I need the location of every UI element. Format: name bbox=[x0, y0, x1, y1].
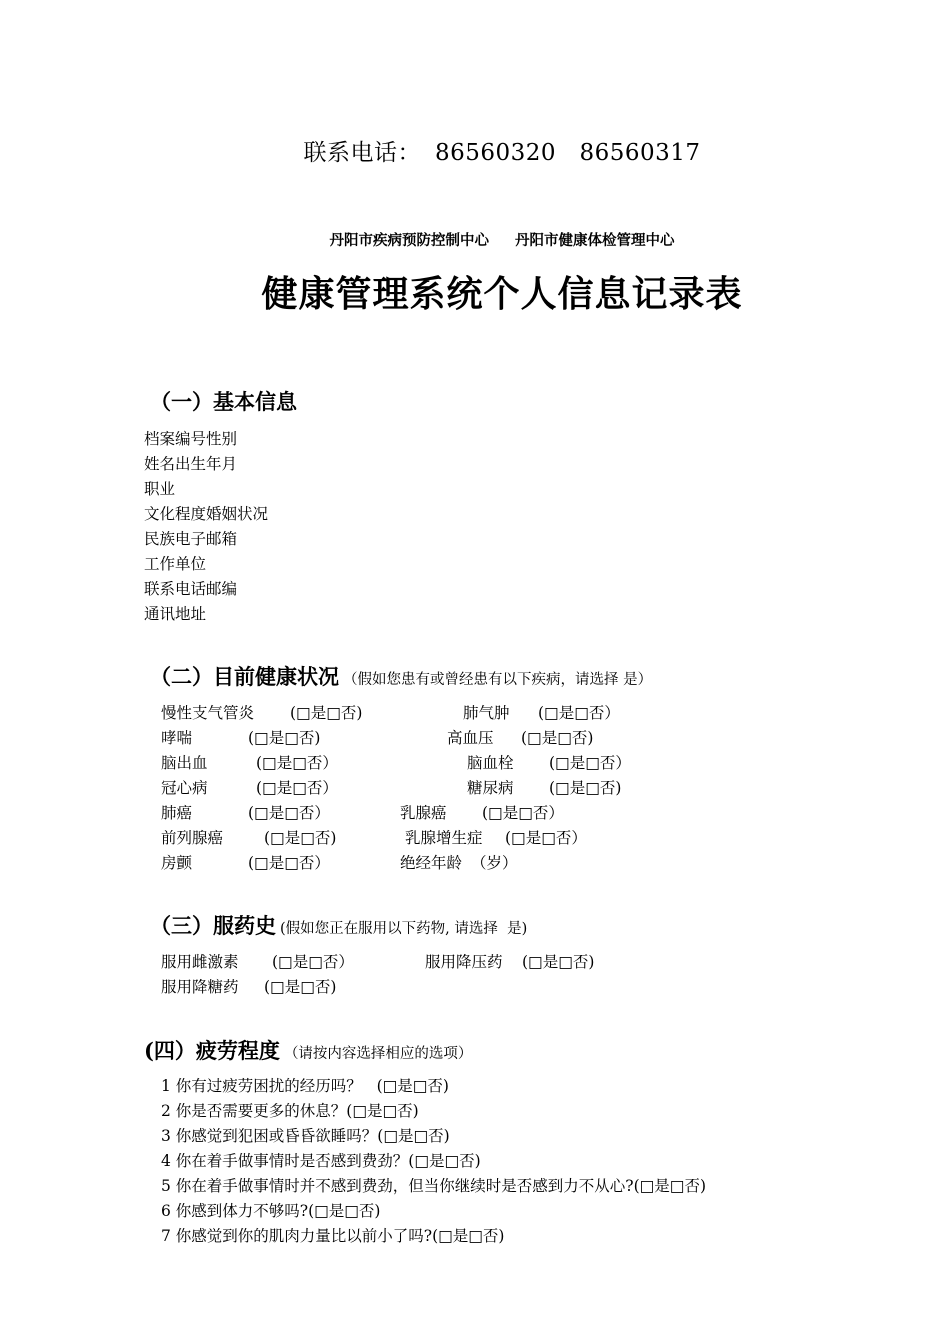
basic-info-field: 档案编号性别 bbox=[144, 430, 238, 448]
basic-info-field: 工作单位 bbox=[144, 555, 207, 573]
disease-item bbox=[405, 826, 483, 848]
disease-options[interactable]: (□是□否) bbox=[549, 779, 622, 797]
disease-item bbox=[400, 851, 462, 873]
medication-options[interactable]: (□是□否） bbox=[272, 953, 354, 971]
disease-label: 房颤 bbox=[161, 854, 193, 872]
section1-heading: （一）基本信息 bbox=[150, 389, 297, 414]
disease-options[interactable]: (□是□否） bbox=[538, 704, 620, 722]
disease-options[interactable]: (□是□否） bbox=[248, 854, 330, 872]
basic-info-field: 职业 bbox=[144, 480, 176, 498]
disease-item bbox=[447, 726, 494, 748]
phone-label: 联系电话： bbox=[303, 140, 421, 166]
section2-title: （二）目前健康状况 bbox=[150, 664, 339, 689]
disease-label: 高血压 bbox=[447, 729, 494, 747]
disease-label: 绝经年龄 bbox=[400, 854, 463, 872]
disease-label: 哮喘 bbox=[161, 729, 193, 747]
disease-item bbox=[161, 851, 192, 873]
fatigue-question[interactable]: 6 你感到体力不够吗?(□是□否) bbox=[161, 1202, 381, 1220]
fatigue-question[interactable]: 3 你感觉到犯困或昏昏欲睡吗？(□是□否) bbox=[161, 1127, 450, 1145]
disease-item bbox=[467, 751, 514, 773]
section4-heading bbox=[144, 1035, 472, 1065]
disease-label: 冠心病 bbox=[161, 779, 208, 797]
disease-options[interactable]: (□是□否) bbox=[290, 704, 363, 722]
org-right: 丹阳市健康体检管理中心 bbox=[515, 232, 675, 249]
fatigue-question[interactable]: 5 你在着手做事情时并不感到费劲，但当你继续时是否感到力不从心?(□是□否) bbox=[161, 1177, 706, 1195]
basic-info-field: 通讯地址 bbox=[144, 605, 207, 623]
basic-info-field: 姓名出生年月 bbox=[144, 455, 238, 473]
basic-info-field: 联系电话邮编 bbox=[144, 580, 238, 598]
disease-item bbox=[161, 776, 208, 798]
disease-item bbox=[463, 701, 510, 723]
medication-item bbox=[161, 975, 239, 997]
disease-options[interactable]: (□是□否） bbox=[505, 829, 587, 847]
disease-label: 前列腺癌 bbox=[161, 829, 224, 847]
disease-label: 肺气肿 bbox=[463, 704, 510, 722]
section2-note: （假如您患有或曾经患有以下疾病，请选择 是） bbox=[343, 672, 653, 688]
disease-label: 脑出血 bbox=[161, 754, 208, 772]
fatigue-question[interactable]: 4 你在着手做事情时是否感到费劲？(□是□否) bbox=[161, 1152, 481, 1170]
medication-options[interactable]: (□是□否) bbox=[522, 953, 595, 971]
medication-label: 服用降糖药 bbox=[161, 978, 239, 996]
disease-label: 糖尿病 bbox=[467, 779, 514, 797]
medication-label: 服用降压药 bbox=[425, 953, 503, 971]
disease-item bbox=[161, 751, 208, 773]
fatigue-question[interactable]: 1 你有过疲劳困扰的经历吗？ (□是□否) bbox=[161, 1077, 449, 1095]
disease-options[interactable]: (□是□否） bbox=[256, 754, 338, 772]
medication-label: 服用雌激素 bbox=[161, 953, 239, 971]
organizations-line bbox=[0, 229, 950, 250]
disease-item bbox=[161, 801, 192, 823]
disease-item bbox=[467, 776, 514, 798]
disease-label: 乳腺增生症 bbox=[405, 829, 483, 847]
phone-numbers: 86560320 86560317 bbox=[434, 140, 701, 166]
basic-info-field: 民族电子邮箱 bbox=[144, 530, 238, 548]
medication-options[interactable]: (□是□否) bbox=[264, 978, 337, 996]
section4-title: (四）疲劳程度 bbox=[144, 1038, 280, 1063]
section3-heading bbox=[150, 910, 527, 940]
section2-heading bbox=[150, 661, 652, 691]
disease-options[interactable]: (□是□否） bbox=[256, 779, 338, 797]
org-left: 丹阳市疾病预防控制中心 bbox=[329, 232, 489, 249]
disease-options[interactable]: (□是□否） bbox=[549, 754, 631, 772]
disease-item bbox=[161, 726, 192, 748]
basic-info-field: 文化程度婚姻状况 bbox=[144, 505, 269, 523]
disease-item bbox=[161, 826, 223, 848]
fatigue-question[interactable]: 7 你感觉到你的肌肉力量比以前小了吗?(□是□否) bbox=[161, 1227, 505, 1245]
disease-label: 乳腺癌 bbox=[400, 804, 447, 822]
contact-phone-line bbox=[0, 134, 950, 167]
section4-note: （请按内容选择相应的选项） bbox=[283, 1046, 473, 1062]
fatigue-question[interactable]: 2 你是否需要更多的休息？(□是□否) bbox=[161, 1102, 419, 1120]
disease-item bbox=[161, 701, 254, 723]
medication-item bbox=[425, 950, 503, 972]
disease-label: 脑血栓 bbox=[467, 754, 514, 772]
disease-options[interactable]: (□是□否） bbox=[248, 804, 330, 822]
disease-label: 肺癌 bbox=[161, 804, 193, 822]
disease-options[interactable]: (□是□否) bbox=[264, 829, 337, 847]
disease-options[interactable]: (□是□否) bbox=[248, 729, 321, 747]
section3-note: (假如您正在服用以下药物, 请选择 是) bbox=[280, 921, 528, 937]
disease-label: 慢性支气管炎 bbox=[161, 704, 255, 722]
section3-title: （三）服药史 bbox=[150, 913, 276, 938]
medication-item bbox=[161, 950, 239, 972]
menopause-age-field[interactable]: （岁） bbox=[471, 854, 518, 872]
disease-options[interactable]: (□是□否） bbox=[482, 804, 564, 822]
disease-options[interactable]: (□是□否) bbox=[521, 729, 594, 747]
disease-item bbox=[400, 801, 447, 823]
document-title: 健康管理系统个人信息记录表 bbox=[261, 273, 743, 315]
